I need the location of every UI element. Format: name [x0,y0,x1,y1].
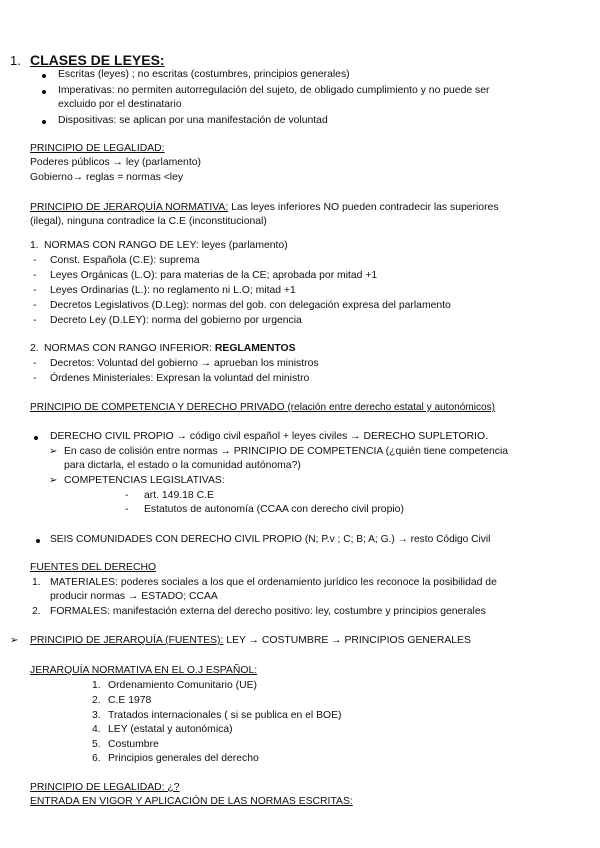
jerarquia-fuentes-line [30,634,471,648]
jerarquia-text: Las leyes inferiores NO pueden contradecir las superiores [228,202,499,213]
competencia-arrow-item: COMPETENCIAS LEGISLATIVAS: [64,475,225,486]
clases-item: Escritas (leyes) ; no escritas (costumbres, principios generales) [58,69,350,80]
competencia-arrow-item: En caso de colisión entre normas → PRINCIPIO DE COMPETENCIA (¿quién tiene competencia [64,446,509,457]
fuentes-number: 1. [32,577,41,588]
rango-ley-item: Decreto Ley (D.LEY): norma del gobierno por urgencia [50,315,302,326]
dash-icon: - [33,315,37,326]
dash-icon: - [33,358,37,369]
rango-inferior-number: 2. [30,343,39,354]
oj-number: 2. [92,695,101,706]
heading-title: CLASES DE LEYES: [30,52,165,68]
oj-item: Principios generales del derecho [108,753,259,764]
legalidad-line: Gobierno→ reglas = normas <ley [30,172,184,183]
rango-inferior-item: Órdenes Ministeriales: Expresan la voluntad del ministro [50,373,310,384]
oj-item: Ordenamiento Comunitario (UE) [108,680,257,691]
oj-item: LEY (estatal y autonómica) [108,724,233,735]
oj-title: JERARQUÍA NORMATIVA EN EL O.J ESPAÑOL: [30,665,258,676]
competencia-subitem: art. 149.18 C.E [144,490,214,501]
rango-ley-item: Const. Española (C.E): suprema [50,255,200,266]
jerarquia-text-continued: (ilegal), ninguna contradice la C.E (inconstitucional) [30,216,267,227]
oj-number: 1. [92,680,101,691]
rango-ley-number: 1. [30,240,39,251]
dash-icon: - [125,490,129,501]
arrow-bullet-icon: ➢ [10,635,19,646]
legalidad-title: PRINCIPIO DE LEGALIDAD: [30,143,165,154]
dash-icon: - [33,300,37,311]
fuentes-item-continued: producir normas → ESTADO; CCAA [50,591,218,602]
competencia-title: PRINCIPIO DE COMPETENCIA Y DERECHO PRIVADO (relación entre derecho estatal y autonómicos) [30,402,496,413]
fuentes-item: MATERIALES: poderes sociales a los que el ordenamiento jurídico les reconoce la posibilidad de [50,577,497,588]
dash-icon: - [33,373,37,384]
jerarquia-fuentes-text: LEY → COSTUMBRE → PRINCIPIOS GENERALES [223,635,471,646]
competencia-bullet: DERECHO CIVIL PROPIO → código civil español + leyes civiles → DERECHO SUPLETORIO. [50,431,488,442]
clases-item: Dispositivas: se aplican por una manifestación de voluntad [58,115,328,126]
bullet-icon [42,120,46,124]
jerarquia-title: PRINCIPIO DE JERARQUÍA NORMATIVA: [30,202,229,213]
rango-inferior-title-line [44,342,296,356]
oj-number: 5. [92,739,101,750]
fuentes-title: FUENTES DEL DERECHO [30,562,157,573]
bullet-icon [42,90,46,94]
fuentes-number: 2. [32,606,41,617]
footer-legalidad: PRINCIPIO DE LEGALIDAD: ¿? [30,782,180,793]
arrow-bullet-icon: ➢ [49,446,58,457]
rango-inferior-bold: REGLAMENTOS [214,343,296,354]
jerarquia-fuentes-title: PRINCIPIO DE JERARQUÍA (FUENTES): [30,635,224,646]
oj-item: Costumbre [108,739,159,750]
rango-ley-item: Leyes Ordinarias (L.): no reglamento ni L.O; mitad +1 [50,285,296,296]
oj-item: C.E 1978 [108,695,152,706]
rango-ley-item: Leyes Orgánicas (L.O): para materias de la CE; aprobada por mitad +1 [50,270,378,281]
bullet-icon [42,74,46,78]
bullet-icon [34,436,38,440]
dash-icon: - [33,270,37,281]
clases-item: Imperativas: no permiten autorregulación del sujeto, de obligado cumplimiento y no puede ser [58,85,490,96]
competencia-arrow-item-continued: para dictarla, el estado o la comunidad autónoma?) [64,460,301,471]
bullet-icon [36,539,40,543]
dash-icon: - [33,255,37,266]
rango-ley-item: Decretos Legislativos (D.Leg): normas del gob. con delegación expresa del parlamento [50,300,451,311]
heading-number: 1. [10,53,21,68]
footer-entrada-vigor: ENTRADA EN VIGOR Y APLICACIÓN DE LAS NORMAS ESCRITAS: [30,796,353,807]
competencia-bullet: SEIS COMUNIDADES CON DERECHO CIVIL PROPIO (N; P.v ; C; B; A; G.) → resto Código Civil [50,534,491,545]
clases-item-continued: excluido por el destinatario [58,99,182,110]
rango-ley-title: NORMAS CON RANGO DE LEY: leyes (parlamento) [44,240,288,251]
rango-inferior-item: Decretos: Voluntad del gobierno → aprueban los ministros [50,358,319,369]
dash-icon: - [33,285,37,296]
rango-inferior-title: NORMAS CON RANGO INFERIOR: [44,343,215,354]
oj-number: 6. [92,753,101,764]
legalidad-line: Poderes públicos → ley (parlamento) [30,157,201,168]
arrow-bullet-icon: ➢ [49,475,58,486]
oj-number: 3. [92,710,101,721]
oj-item: Tratados internacionales ( si se publica en el BOE) [108,710,342,721]
fuentes-item: FORMALES: manifestación externa del derecho positivo: ley, costumbre y principios generales [50,606,486,617]
competencia-subitem: Estatutos de autonomía (CCAA con derecho civil propio) [144,504,404,515]
oj-number: 4. [92,724,101,735]
dash-icon: - [125,504,129,515]
jerarquia-paragraph [30,201,499,215]
